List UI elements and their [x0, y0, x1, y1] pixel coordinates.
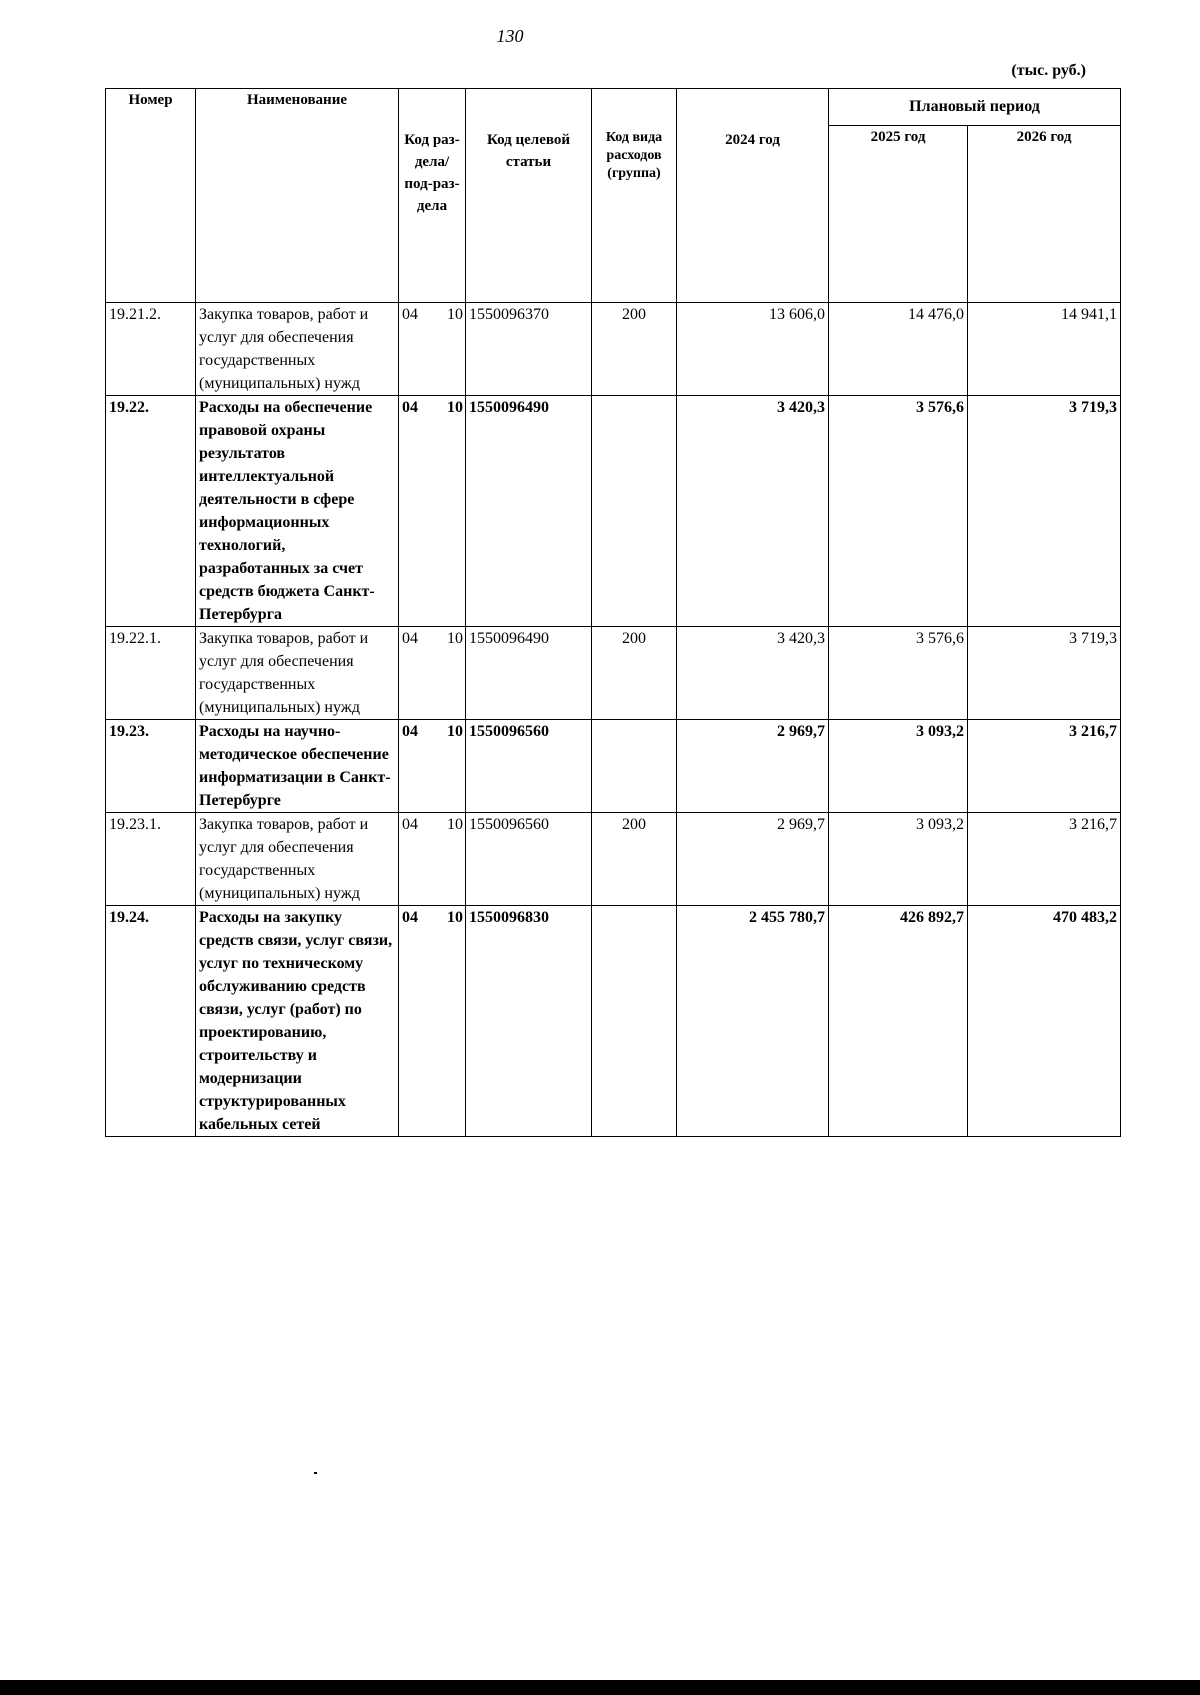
row-group: 200	[592, 627, 677, 720]
row-section-code	[399, 906, 466, 1137]
header-section-code-text: Код раз-дела/ под-раз-дела	[404, 132, 460, 214]
table-row	[106, 396, 1121, 627]
row-2024: 3 420,3	[677, 627, 829, 720]
header-section-code	[399, 89, 466, 303]
row-name: Закупка товаров, работ и услуг для обеспечения государственных (муниципальных) нужд	[196, 813, 399, 906]
row-2024: 13 606,0	[677, 303, 829, 396]
header-target-code: Код целевой статьи	[466, 89, 592, 303]
row-2024: 2 969,7	[677, 813, 829, 906]
subsection: 10	[447, 399, 463, 416]
row-target-code: 1550096490	[466, 627, 592, 720]
row-name: Расходы на обеспечение правовой охраны результатов интеллектуальной деятельности в сфере информационных технологий, разработанных за счет средств бюджета Санкт-Петербурга	[196, 396, 399, 627]
table-row	[106, 906, 1121, 1137]
scan-speck	[314, 1472, 317, 1474]
table-row	[106, 720, 1121, 813]
subsection: 10	[447, 306, 463, 323]
section: 04	[402, 630, 418, 647]
row-2024: 2 455 780,7	[677, 906, 829, 1137]
row-group	[592, 396, 677, 627]
subsection: 10	[447, 909, 463, 926]
row-2025: 14 476,0	[829, 303, 968, 396]
row-2026: 14 941,1	[968, 303, 1121, 396]
header-number: Номер	[106, 89, 196, 303]
row-section-code	[399, 627, 466, 720]
row-2024: 3 420,3	[677, 396, 829, 627]
header-planning-period: Плановый период	[829, 89, 1121, 126]
row-target-code: 1550096830	[466, 906, 592, 1137]
table-row	[106, 813, 1121, 906]
row-number: 19.22.1.	[106, 627, 196, 720]
row-2026: 3 719,3	[968, 396, 1121, 627]
row-group	[592, 906, 677, 1137]
row-group: 200	[592, 303, 677, 396]
row-2025: 3 093,2	[829, 813, 968, 906]
row-target-code: 1550096560	[466, 720, 592, 813]
row-2026: 3 216,7	[968, 813, 1121, 906]
subsection: 10	[447, 630, 463, 647]
row-name: Расходы на закупку средств связи, услуг связи, услуг по техническому обслуживанию средств связи, услуг (работ) по проектированию, строительству и модернизации структурированных кабельных сетей	[196, 906, 399, 1137]
row-name: Закупка товаров, работ и услуг для обеспечения государственных (муниципальных) нужд	[196, 303, 399, 396]
row-2026: 3 719,3	[968, 627, 1121, 720]
row-2024: 2 969,7	[677, 720, 829, 813]
row-2025: 426 892,7	[829, 906, 968, 1137]
subsection: 10	[447, 816, 463, 833]
budget-table	[105, 88, 1121, 1137]
row-2026: 470 483,2	[968, 906, 1121, 1137]
row-target-code: 1550096490	[466, 396, 592, 627]
row-group	[592, 720, 677, 813]
row-number: 19.23.	[106, 720, 196, 813]
section: 04	[402, 816, 418, 833]
row-2025: 3 576,6	[829, 396, 968, 627]
row-number: 19.24.	[106, 906, 196, 1137]
row-name: Закупка товаров, работ и услуг для обеспечения государственных (муниципальных) нужд	[196, 627, 399, 720]
row-number: 19.21.2.	[106, 303, 196, 396]
scan-border	[0, 1680, 1200, 1695]
row-number: 19.22.	[106, 396, 196, 627]
page-number: 130	[496, 26, 524, 46]
row-target-code: 1550096370	[466, 303, 592, 396]
section: 04	[402, 306, 418, 323]
section: 04	[402, 723, 418, 740]
row-section-code	[399, 720, 466, 813]
header-expense-type: Код вида расходов (группа)	[592, 89, 677, 303]
table-row	[106, 627, 1121, 720]
row-section-code	[399, 303, 466, 396]
header-name: Наименование	[196, 89, 399, 303]
row-name: Расходы на научно-методическое обеспечение информатизации в Санкт-Петербурге	[196, 720, 399, 813]
header-2025: 2025 год	[829, 126, 968, 303]
row-2025: 3 093,2	[829, 720, 968, 813]
section: 04	[402, 909, 418, 926]
subsection: 10	[447, 723, 463, 740]
row-2026: 3 216,7	[968, 720, 1121, 813]
header-2026: 2026 год	[968, 126, 1121, 303]
row-2025: 3 576,6	[829, 627, 968, 720]
section: 04	[402, 399, 418, 416]
row-number: 19.23.1.	[106, 813, 196, 906]
row-group: 200	[592, 813, 677, 906]
header-2024: 2024 год	[677, 89, 829, 303]
row-target-code: 1550096560	[466, 813, 592, 906]
unit-label: (тыс. руб.)	[1011, 62, 1086, 79]
table-row	[106, 303, 1121, 396]
row-section-code	[399, 396, 466, 627]
row-section-code	[399, 813, 466, 906]
